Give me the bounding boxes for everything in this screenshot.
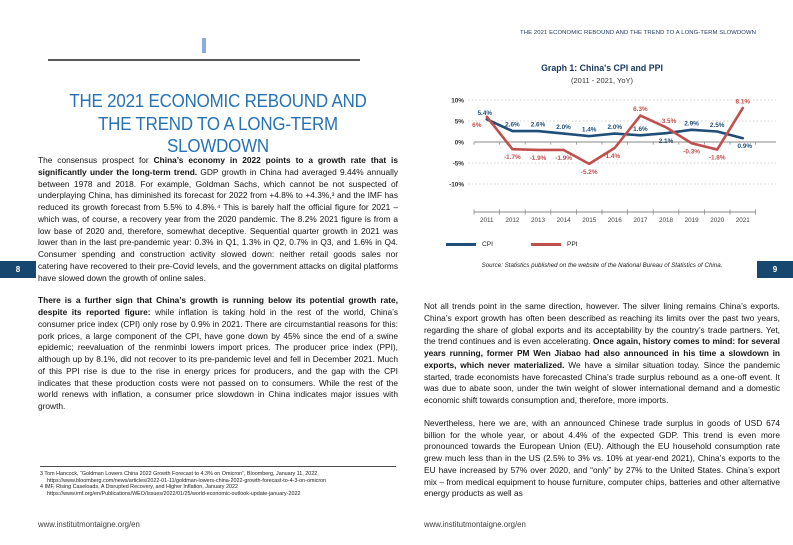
svg-text:1.6%: 1.6% [633,125,648,133]
svg-text:2.0%: 2.0% [607,124,623,132]
paragraph-consensus-prospect: The consensus prospect for China’s economy in 2022 points to a growth rate that is significantly under the long-term trend. GDP growth in China had averaged 9.44% annually between 1978 and 2018. For example, Goldman Sachs, which cannot be not suspected of underplaying China, has diminished its forecast for 2022 from +4.8% to +4.3%,³ and the IMF has reduced its growth forecast from 5.5% to 4.8%.⁴ This is barely half the official figure for 2021 – which was, of course, a recovery year from the 2020 pandemic. The 8.2% 2021 figure is from a low base of 2020 and, therefore, somewhat deceptive. Sequential quarter growth in 2021 was lower than in the last pre-pandemic year: 0.3% in Q1, 1.3% in Q2, 0.7% in Q3, and 1.6% in Q4. Consumer spending and construction activity slowed down: neither retail goods sales nor catering have recovered to their pre-Covid levels, and the government attacks on digital platforms have slowed down the growth of online sales. [38,155,398,283]
left-footer-url: www.institutmontaigne.org/en [38,520,140,529]
page-title [49,90,387,158]
chart-source-note: Source: Statistics published on the website of the National Bureau of Statistics of China. [481,262,723,269]
svg-text:2017: 2017 [633,217,648,224]
left-page [38,0,398,545]
svg-text:-1.7%: -1.7% [504,154,521,162]
running-header: THE 2021 ECONOMIC REBOUND AND THE TREND TO A LONG-TERM SLOWDOWN [520,30,756,36]
svg-text:5%: 5% [454,118,464,126]
svg-text:2.6%: 2.6% [505,121,520,129]
footnotes [40,471,396,498]
svg-text:-1.4%: -1.4% [603,152,621,160]
svg-text:10%: 10% [451,97,464,105]
svg-text:6%: 6% [472,121,482,129]
svg-text:0.9%: 0.9% [737,143,753,151]
page-number-badge-right: 9 [757,261,793,278]
paragraph-further-sign: There is a further sign that China’s growth is running below its potential growth rate, despite its reported figure: while inflation is taking hold in the rest of the world, China’s consumer price index (CPI) only rose by 0.9% in 2021. There are circumstantial reasons for this: pork prices, a large component of the CPI, have gone down by 45% since the end of a swine epidemic; reevaluation of the renminbi lowers import prices. The producer price index (PPI), although up by 8.1%, did not recover to its pre-pandemic level and fell in December 2021. Much of this PPI rise is due to the rise in energy prices for producers, and the gap with the CPI indicates that these production costs were not passed on to consumers. While the rest of the world renews with inflation, a consumer price slowdown in China indicates major issues with growth. [38,295,398,411]
cpi-line-swatch [446,243,476,246]
chart-subtitle: (2011 - 2021, YoY) [571,76,633,85]
page-number-badge-left: 8 [0,261,36,278]
svg-text:2.0%: 2.0% [556,124,571,132]
svg-text:2019: 2019 [684,217,699,224]
svg-text:1.4%: 1.4% [581,126,597,134]
right-body-text [424,301,780,500]
footnote-3: 3 Tom Hancock, “Goldman Lowers China 2022 Growth Forecast to 4.3% on Omicron”, Bloomberg, January 11, 2022, https://www.bloomberg.com/news/articles/2022-01-11/goldman-lowers-china-2022-growth-forecast-to-4-3-on-omicron [40,471,327,484]
svg-text:3.5%: 3.5% [661,117,677,125]
right-page [424,0,780,545]
page-title-line1: THE 2021 ECONOMIC REBOUND AND [69,91,367,111]
chart-legend [446,241,578,248]
svg-text:2013: 2013 [530,217,546,224]
svg-text:2015: 2015 [582,217,597,224]
legend-label-cpi: CPI [482,241,493,248]
svg-text:2012: 2012 [505,217,520,224]
svg-text:-5%: -5% [452,160,464,168]
chart-title: Graph 1: China's CPI and PPI [541,63,663,73]
ppi-line-swatch [531,243,561,246]
svg-text:0%: 0% [454,139,464,147]
svg-text:-1.8%: -1.8% [708,154,726,162]
svg-text:2.6%: 2.6% [530,121,546,129]
svg-text:2.5%: 2.5% [709,122,725,130]
svg-text:2.1%: 2.1% [658,138,674,146]
legend-item-ppi [531,241,578,248]
page-title-line2: THE TREND TO A LONG-TERM SLOWDOWN [98,113,338,156]
svg-text:2018: 2018 [658,217,674,224]
right-footer-url: www.institutmontaigne.org/en [424,520,526,529]
svg-text:2016: 2016 [607,217,622,224]
left-body-text [38,155,398,413]
svg-text:2.9%: 2.9% [684,120,699,128]
paragraph-not-all-trends: Not all trends point in the same direction, however. The silver lining remains China’s exports. China’s export growth has often been described as reaching its limits over the past two years, regarding the share of global exports and its acceptability by the country’s trade partners. Yet, the trend continues and is even accelerating. Once again, history comes to mind: for several years running, former PM Wen Jiabao had also announced in his time a slowdown in exports, which never materialized. We have a similar situation today. Since the pandemic started, trade economists have forecasted China’s trade surplus rebound as a one-off event. It was due to abate soon, under the twin weight of slower international demand and a domestic economic shift towards consumption and, therefore, more imports. [424,301,780,405]
legend-item-cpi [446,241,493,248]
svg-text:2020: 2020 [710,217,725,224]
svg-text:-5.2%: -5.2% [580,168,598,176]
svg-text:-0.3%: -0.3% [683,148,700,156]
svg-text:-1.9%: -1.9% [529,154,547,162]
svg-text:8.1%: 8.1% [735,98,751,106]
svg-text:-1.9%: -1.9% [555,154,572,162]
footnote-separator-rule [40,466,396,467]
svg-text:5.4%: 5.4% [477,109,493,117]
paragraph-nevertheless: Nevertheless, here we are, with an announced Chinese trade surplus in goods of USD 674 billion for the whole year, or about 4.4% of the expected GDP. This trend is even more pronounced towards the European Union (EU). Although the EU household consumption rate grew much less than in the US (2.5% to 3% vs. 10% at year-end 2021), China’s exports to the EU have increased by 57% over 2020, and “only” by 27% to the United States. China’s export mix – from medical equipment to house furniture, computer chips, batteries and other alternative energy products as well as [424,417,780,499]
svg-text:2011: 2011 [480,217,494,224]
cpi-ppi-line-chart [424,90,780,232]
chapter-heading-rule [48,59,360,61]
legend-label-ppi: PPI [567,241,578,248]
svg-text:2014: 2014 [556,217,571,224]
footnote-4: 4 IMF, Rising Caseloads, A Disrupted Recovery, and Higher Inflation, January 2022 https://www.imf.org/en/Publications/WEO/Issues/2022/01/25/world-economic-outlook-update-january-2022 [40,484,301,498]
svg-text:2021: 2021 [735,217,750,224]
svg-text:6.3%: 6.3% [633,106,648,114]
chapter-marker-bar [202,38,206,53]
svg-text:-10%: -10% [449,181,464,189]
